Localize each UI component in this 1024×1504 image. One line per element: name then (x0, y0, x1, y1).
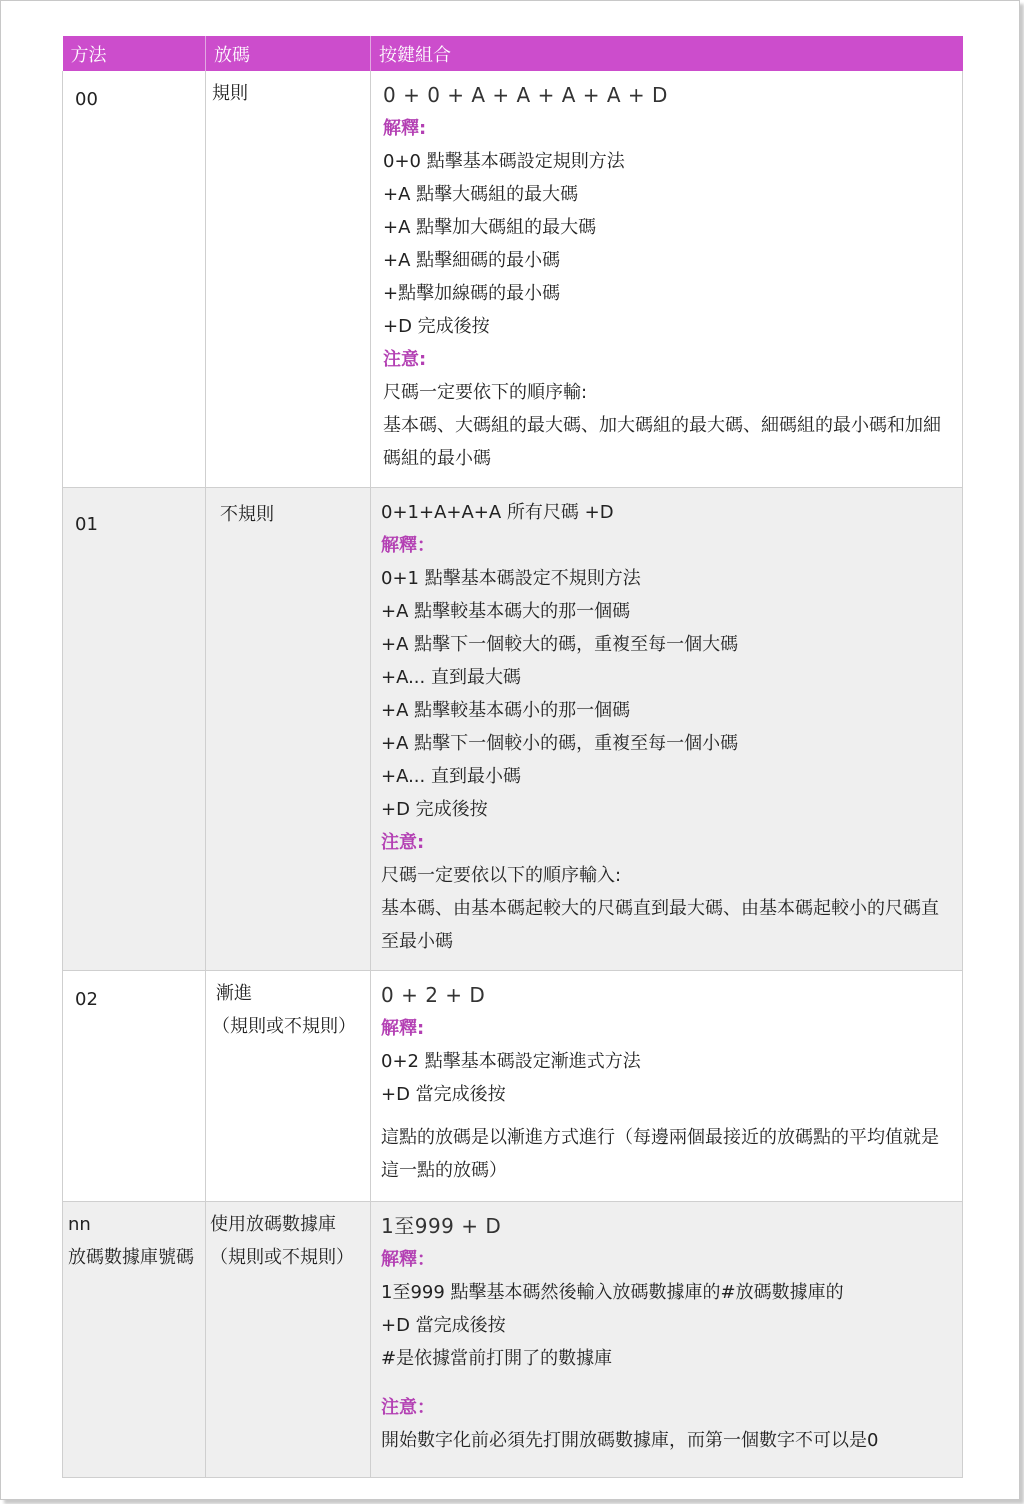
key-formula: 0+1+A+A+A 所有尺碼 +D (381, 502, 614, 523)
explain-line: +點擊加線碼的最小碼 (383, 283, 561, 304)
note-label: 注意： (381, 1397, 435, 1418)
grading-type: 規則 (212, 83, 248, 104)
table-row (63, 1202, 963, 1478)
explain-line: +D 完成後按 (381, 799, 488, 820)
key-combination-cell (371, 1202, 963, 1478)
explain-line: #是依據當前打開了的數據庫 (381, 1348, 613, 1369)
table-row (63, 71, 963, 488)
explain-label: 解釋： (381, 535, 435, 556)
note-line: 開始數字化前必須先打開放碼數據庫，而第一個數字不可以是0 (381, 1430, 879, 1451)
note-line: 基本碼、由基本碼起較大的尺碼直到最大碼、由基本碼起較小的尺碼直至最小碼 (381, 898, 939, 952)
note-label: 注意: (381, 832, 425, 853)
key-combination-cell (371, 971, 963, 1202)
explain-line: +A... 直到最大碼 (381, 667, 521, 688)
grading-type: 漸進 (216, 983, 252, 1004)
method-code: 02 (75, 989, 98, 1010)
explain-line: +D 當完成後按 (381, 1084, 506, 1105)
grading-note: （規則或不規則） (210, 1247, 354, 1268)
method-cell (63, 71, 206, 488)
method-description: 放碼數據庫號碼 (68, 1247, 194, 1268)
note-line: 尺碼一定要依以下的順序輸入: (381, 865, 622, 886)
method-code: 01 (75, 514, 98, 535)
explain-line: +D 完成後按 (383, 316, 490, 337)
table-row (63, 971, 963, 1202)
method-cell (63, 488, 206, 971)
explain-line: +A 點擊加大碼組的最大碼 (383, 217, 597, 238)
method-code: nn (68, 1214, 91, 1235)
header-grading: 放碼 (206, 36, 371, 71)
grading-type: 不規則 (220, 504, 274, 525)
grading-type: 使用放碼數據庫 (210, 1214, 336, 1235)
note-label: 注意: (383, 349, 427, 370)
note-line: 基本碼、大碼組的最大碼、加大碼組的最大碼、細碼組的最小碼和加細碼組的最小碼 (383, 415, 941, 469)
key-formula: 0 + 0 + A + A + A + A + D (383, 83, 668, 107)
explain-line: +A... 直到最小碼 (381, 766, 521, 787)
method-code: 00 (75, 89, 98, 110)
explain-label: 解釋: (383, 118, 427, 139)
grading-cell (206, 488, 371, 971)
explain-line: +A 點擊細碼的最小碼 (383, 250, 561, 271)
spacer (381, 1375, 956, 1391)
explain-line: +A 點擊下一個較大的碼，重複至每一個大碼 (381, 634, 739, 655)
key-formula: 1至999 + D (381, 1214, 502, 1238)
key-combination-cell (371, 71, 963, 488)
explain-line: +A 點擊較基本碼小的那一個碼 (381, 700, 631, 721)
explain-line: +D 當完成後按 (381, 1315, 506, 1336)
header-key-combination: 按鍵組合 (371, 36, 963, 71)
note-line: 尺碼一定要依下的順序輸: (383, 382, 588, 403)
explain-line: +A 點擊較基本碼大的那一個碼 (381, 601, 631, 622)
table-header-row (63, 36, 963, 71)
grading-note: （規則或不規則） (212, 1016, 356, 1037)
explain-label: 解釋： (381, 1249, 435, 1270)
explain-label: 解釋: (381, 1018, 425, 1039)
description-text: 這點的放碼是以漸進方式進行（每邊兩個最接近的放碼點的平均值就是這一點的放碼） (381, 1127, 939, 1181)
explain-line: +A 點擊大碼組的最大碼 (383, 184, 579, 205)
grading-cell (206, 71, 371, 488)
explain-line: 0+2 點擊基本碼設定漸進式方法 (381, 1051, 641, 1072)
explain-line: +A 點擊下一個較小的碼，重複至每一個小碼 (381, 733, 739, 754)
table-row (63, 488, 963, 971)
method-cell (63, 1202, 206, 1478)
spacer (381, 1111, 956, 1121)
explain-line: 1至999 點擊基本碼然後輸入放碼數據庫的#放碼數據庫的 (381, 1282, 844, 1303)
key-combination-cell (371, 488, 963, 971)
grading-cell (206, 971, 371, 1202)
header-method: 方法 (63, 36, 206, 71)
explain-line: 0+1 點擊基本碼設定不規則方法 (381, 568, 641, 589)
grading-cell (206, 1202, 371, 1478)
method-cell (63, 971, 206, 1202)
key-formula: 0 + 2 + D (381, 983, 486, 1007)
explain-line: 0+0 點擊基本碼設定規則方法 (383, 151, 625, 172)
grading-table (62, 36, 963, 1478)
